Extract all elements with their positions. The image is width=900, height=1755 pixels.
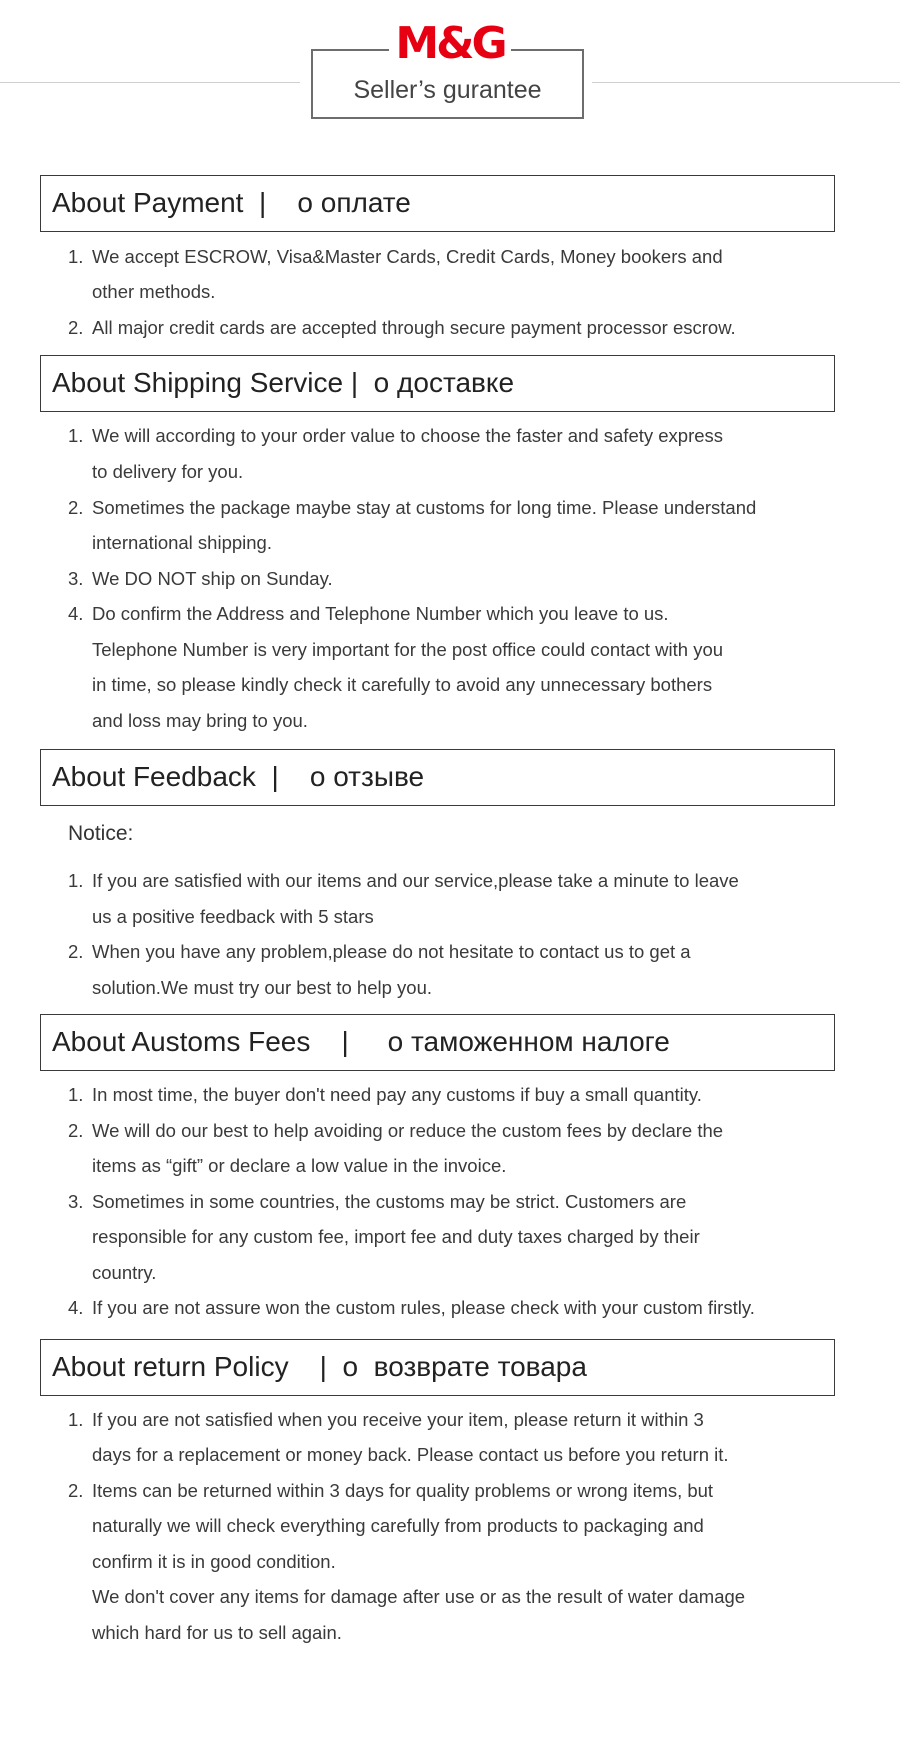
list-item: 3. Sometimes in some countries, the customs may be strict. Customers are	[68, 1191, 687, 1212]
list-item: 4. Do confirm the Address and Telephone Number which you leave to us.	[68, 603, 669, 624]
list-item: 2. When you have any problem,please do not hesitate to contact us to get a	[68, 941, 691, 962]
list-item-continuation: items as “gift” or declare a low value in the invoice.	[92, 1155, 507, 1176]
seller-guarantee-tagline: Seller’s gurantee	[353, 76, 542, 104]
header-divider-right	[592, 82, 900, 83]
brand-logo: M&G	[395, 18, 505, 69]
list-item: 4. If you are not assure won the custom rules, please check with your custom firstly.	[68, 1297, 755, 1318]
list-item-continuation: days for a replacement or money back. Please contact us before you return it.	[92, 1444, 729, 1465]
list-item-continuation: confirm it is in good condition.	[92, 1551, 336, 1572]
section-title: About return Policy | о возврате товара	[52, 1351, 587, 1382]
section-title: About Payment | о оплате	[52, 187, 411, 218]
list-item-continuation: us a positive feedback with 5 stars	[92, 906, 374, 927]
list-item: 2. Items can be returned within 3 days for quality problems or wrong items, but	[68, 1480, 714, 1501]
header	[0, 0, 900, 130]
list-item-continuation: country.	[92, 1262, 157, 1283]
header-divider-left	[0, 82, 300, 83]
section-customs-header	[40, 1014, 835, 1071]
list-item: 1. We will according to your order value to choose the faster and safety express	[68, 425, 724, 446]
list-item-continuation: We don't cover any items for damage after use or as the result of water damage	[92, 1586, 746, 1607]
list-item-continuation: and loss may bring to you.	[92, 710, 308, 731]
list-item: 2. We will do our best to help avoiding or reduce the custom fees by declare the	[68, 1120, 724, 1141]
section-payment-header	[40, 175, 835, 232]
list-item: 1. In most time, the buyer don't need pay any customs if buy a small quantity.	[68, 1084, 702, 1105]
section-shipping-header	[40, 355, 835, 412]
list-item: 1. We accept ESCROW, Visa&Master Cards, Credit Cards, Money bookers and	[68, 246, 723, 267]
list-item: 2. All major credit cards are accepted through secure payment processor escrow.	[68, 317, 736, 338]
list-item-continuation: international shipping.	[92, 532, 272, 553]
list-item-continuation: naturally we will check everything carefully from products to packaging and	[92, 1515, 704, 1536]
list-item-continuation: to delivery for you.	[92, 461, 244, 482]
section-title: About Feedback | о отзыве	[52, 761, 425, 792]
list-item: 2. Sometimes the package maybe stay at customs for long time. Please understand	[68, 497, 757, 518]
list-item-continuation: which hard for us to sell again.	[92, 1622, 342, 1643]
section-feedback-header	[40, 749, 835, 806]
section-title: About Austoms Fees | о таможенном налоге	[52, 1026, 670, 1057]
section-title: About Shipping Service | о доставке	[52, 367, 515, 398]
list-item: 1. If you are satisfied with our items and our service,please take a minute to leave	[68, 870, 739, 891]
list-item: 3. We DO NOT ship on Sunday.	[68, 568, 333, 589]
notice-label: Notice:	[68, 822, 134, 845]
list-item: 1. If you are not satisfied when you receive your item, please return it within 3	[68, 1409, 704, 1430]
list-item-continuation: other methods.	[92, 281, 216, 302]
list-item-continuation: in time, so please kindly check it carefully to avoid any unnecessary bothers	[92, 674, 713, 695]
list-item-continuation: responsible for any custom fee, import fee and duty taxes charged by their	[92, 1226, 700, 1247]
list-item-continuation: solution.We must try our best to help you.	[92, 977, 433, 998]
list-item-continuation: Telephone Number is very important for the post office could contact with you	[92, 639, 724, 660]
section-return-policy-header	[40, 1339, 835, 1396]
